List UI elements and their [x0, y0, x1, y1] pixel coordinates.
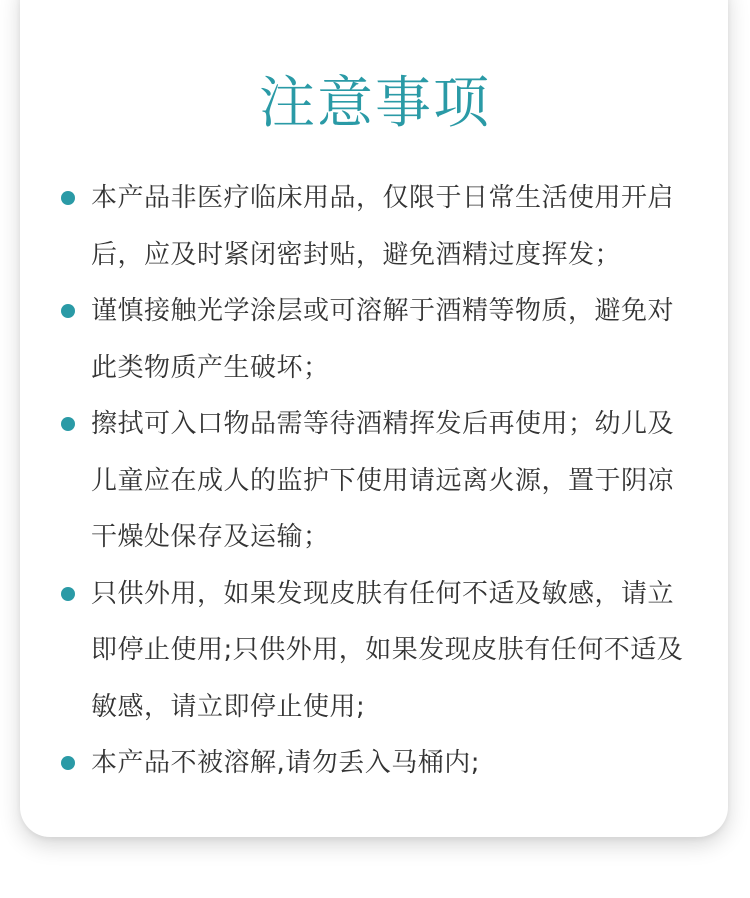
list-item	[0, 735, 750, 792]
bullet-dot-icon	[61, 304, 75, 318]
note-text: 擦拭可入口物品需等待酒精挥发后再使用；幼儿及儿童应在成人的监护下使用请远离火源，置于阴凉干燥处保存及运输；	[91, 409, 675, 552]
notes-list	[0, 170, 750, 792]
page-title: 注意事项	[259, 71, 491, 136]
bullet-dot-icon	[61, 191, 75, 205]
note-text: 谨慎接触光学涂层或可溶解于酒精等物质，避免对此类物质产生破坏；	[91, 296, 675, 383]
note-text: 本产品非医疗临床用品，仅限于日常生活使用开启后，应及时紧闭密封贴，避免酒精过度挥发；	[91, 183, 675, 270]
bullet-dot-icon	[61, 417, 75, 431]
bullet-dot-icon	[61, 756, 75, 770]
list-item	[0, 566, 750, 736]
list-item	[0, 283, 750, 396]
note-text: 本产品不被溶解,请勿丢入马桶内;	[91, 748, 481, 778]
note-text: 只供外用，如果发现皮肤有任何不适及敏感，请立即停止使用;只供外用，如果发现皮肤有任何不适及敏感，请立即停止使用;	[91, 578, 684, 722]
list-item	[0, 170, 750, 283]
list-item	[0, 396, 750, 566]
bullet-dot-icon	[61, 587, 75, 601]
